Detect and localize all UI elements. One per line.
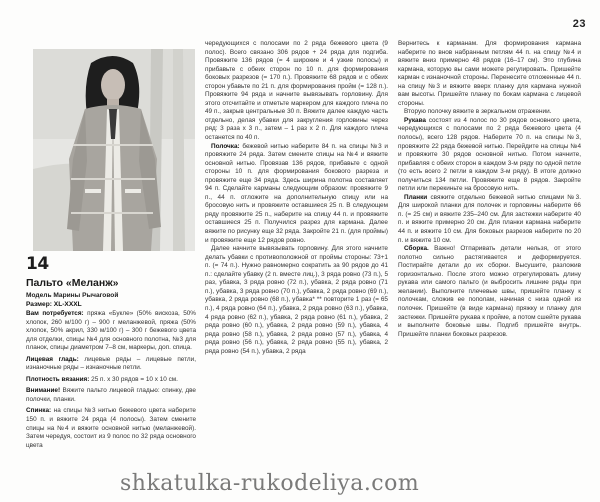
second-front-paragraph: Вторую полочку вяжите в зеркальном отражении. <box>404 108 552 116</box>
neckline-paragraph: Далее начните вывязывать горловину. Для этого начните делать убавки с противоположной от проймы стороны: 73+1 п. (= 74 п.). Нужно равномерно сократить за 90 рядов до 41 п.: сделайте убавку (2 п. вместе лиц.), 3 ряда ровно (73 п.), 5 раз, убавка, 3 ряда ровно (72 п.), убавка, 2 ряда ровно (71 п.), убавка, 3 ряда ровно (70 п.), убавка, 2 ряда ровно (69 п.), убавка, 2 ряда ровно (68 п.), убавка* ** повторите 1 раз (= 65 п.), 4 ряда ровно (64 п.), убавка, 2 ряда ровно (63 п.), убавка, 4 ряда ровно (62 п.), убавка, 2 ряда ровно (61 п.), убавка, 2 ряда ровно (60 п.), убавка, 2 ряда ровно (59 п.), убавка, 4 ряда ровно (58 п.), убавка, 2 ряда ровно (57 п.), убавка, 4 ряда ровно (56 п.), убавка, 2 ряда ровно (55 п.), убавка, 2 ряда ровно (54 п.), убавка, 2 ряда <box>205 245 388 355</box>
stockinette-text: лицевые ряды – лицевые петли, изнаночные ряды – изнаночные петли. <box>26 355 196 372</box>
sleeves-label: Рукава <box>404 116 426 124</box>
assembly-text: Важно! Отпаривать детали нельзя, от этого полотно сильно растягивается и деформируется. Постирайте детали до их сборки. Высушите, разложив горизонтально. После этого можно отрегулировать длину рукава или самого пальто (и выбросить лишние ряды при желании). Выполните плечевые швы, пришейте планку к полочкам, сложив ее пополам, начиная с низа одной из полочек. Пришейте (в виде кармана) пряжку и планку для застежки. Пришейте рукава к пройме, а потом сшейте рукава и выполните боковые швы. Подгиб пришейте внутрь. Пришейте планки боковых разрезов. <box>398 245 581 338</box>
sleeves-paragraph <box>398 117 581 194</box>
materials-text: пряжа «Букле» (50% вискоза, 50% хлопок, 260 м/100 г) – 900 г меланжевой, пряжа (50% хлопок, 50% акрил, 330 м/100 г) – 300 г бежевого цвета для отделки, спицы №4 для основного полотна, №3 для планок, спицы диаметром 7–8 см, маркеры, доп. спица. <box>26 310 196 352</box>
stockinette-label: Лицевая гладь: <box>26 355 79 363</box>
size-value: XL-XXXL <box>53 301 82 308</box>
coat-photo-image <box>33 49 195 251</box>
pockets-paragraph: Вернитесь к карманам. Для формирования кармана наберите по внов набранным петлям 44 п. на спицу №4 и вяжите вниз примерно 48 рядов (16–17 см). Это глубина кармана, которую вы сами можете регулировать. Пришейте карман с изнаночной стороны. Перенесите отложенные 44 п. на спицу №3 и вяжите вверх планку для кармана нужной вам высоты. Пришейте планку по бокам кармана с лицевой стороны. <box>398 40 581 107</box>
back-text: на спицы №3 нитью бежевого цвета наберите 150 п. и вяжите 24 ряда (4 полосы). Затем смените спицы на №4 и вяжите основной нитью (меланжевой). Затем чередуя, состоит из 9 полос по 32 ряда основного цвета <box>26 407 196 449</box>
attention-paragraph <box>26 387 196 404</box>
model-designer: Модель Марины Рычаговой <box>26 292 119 299</box>
size-label: Размер: <box>26 301 52 308</box>
size-line <box>26 300 196 309</box>
attention-label: Внимание! <box>26 387 61 395</box>
bands-text: свяжите отдельно бежевой нитью спицами №3. Для широкой планки для полочек и горловины наберите 66 п. (= 25 см) и вяжите 235–240 см. Для застежки наберите 40 п. и вяжите примерно 20 см. Для планки кармана наберите 44 п. и вяжите 10 см. Для боковых разрезов наберите по 20 п. и вяжите 10 см. <box>398 193 581 244</box>
sleeves-text: состоят из 4 полос по 30 рядов основного цвета, чередующихся с полосами по 2 ряда бежевого цвета (4 полосы), всего 128 рядов. Наберите 70 п. на спицы №3, провяжите 22 ряда бежевой нитью. Перейдите на спицы №4 и провяжите 30 рядов основной нитью. Потом начните, прибавляя с обеих сторон в каждом 3-м ряду по одной петле (то есть всего 2 петли в каждом 3-м ряду). В итоге должно получиться 134 петли. Провяжите еще 8 рядов. Закройте петли или перекиньте на бросовую нить. <box>398 116 581 193</box>
gauge-text: 25 п. x 30 рядов = 10 x 10 см. <box>91 375 178 383</box>
site-watermark: shkatulka-rukodeliya.com <box>120 471 420 496</box>
column-right <box>398 40 581 339</box>
front-label: Полочка: <box>211 142 240 150</box>
pattern-title: Пальто «Меланж» <box>26 277 119 289</box>
back-paragraph <box>26 407 196 450</box>
materials-label: Вам потребуется: <box>26 310 84 317</box>
attention-text: Вяжите пальто лицевой гладью: спинку, две полочки, планки. <box>26 387 196 403</box>
gauge-paragraph <box>26 376 196 385</box>
front-paragraph <box>205 143 388 246</box>
stockinette-paragraph <box>26 356 196 373</box>
assembly-paragraph <box>398 245 581 339</box>
column-middle <box>205 40 388 356</box>
front-text: бежевой нитью наберите 84 п. на спицы №3 и провяжите 24 ряда. Затем смените спицы на №4 и вяжите основной нитью. Провязав 136 рядов, прибавьте с одной стороны 10 п. для формирования бокового разреза и провяжите еще 34 ряда. Здесь ширина полотна составляет 94 п. Сделайте карманы следующим образом: провяжите 9 п., 44 п. отложите на дополнительную спицу или на бросовую нить и провяжите оставшиеся 25 п. В следующем ряду провяжите 25 п., наберите на спицу 44 п. и провяжите оставшиеся 25 п. Получился разрез для кармана. Далее вяжите по рисунку еще 32 ряда. Закройте 21 п. (для проймы) и провяжите еще 12 рядов ровно. <box>205 142 388 244</box>
bands-paragraph <box>398 194 581 245</box>
pattern-number: 14 <box>26 254 49 274</box>
back-continued-paragraph: чередующихся с полосами по 2 ряда бежевого цвета (9 полос). Всего связано 306 рядов + 24 ряда для подгиба. Провяжите 136 рядов (= 4 широкие и 4 узкие полосы) и прибавьте с обеих сторон по 10 п. для формирования боковых разрезов (= 170 п.). Провяжите 68 рядов и с обеих сторон убавьте по 21 п. для формирования пройм (= 128 п.). Провяжите 94 ряда и начните вывязывать горловину. Для этого отсчитайте и отметьте маркером для каждого плеча по 49 п., закрыв центральные 30 п. Вяжите далее каждую часть отдельно, делая убавки для закругления горловины через ряд: 3 раза x 3 п., затем – 1 раз x 2 п. Для каждого плеча останется по 40 п. <box>205 40 388 142</box>
back-label: Спинка: <box>26 407 52 415</box>
page-number: 23 <box>572 18 586 30</box>
model-photo <box>33 49 195 251</box>
assembly-label: Сборка. <box>404 245 429 253</box>
materials-paragraph <box>26 310 196 353</box>
bands-label: Планки <box>404 193 428 201</box>
column-left <box>26 255 196 450</box>
gauge-label: Плотность вязания: <box>26 375 90 383</box>
